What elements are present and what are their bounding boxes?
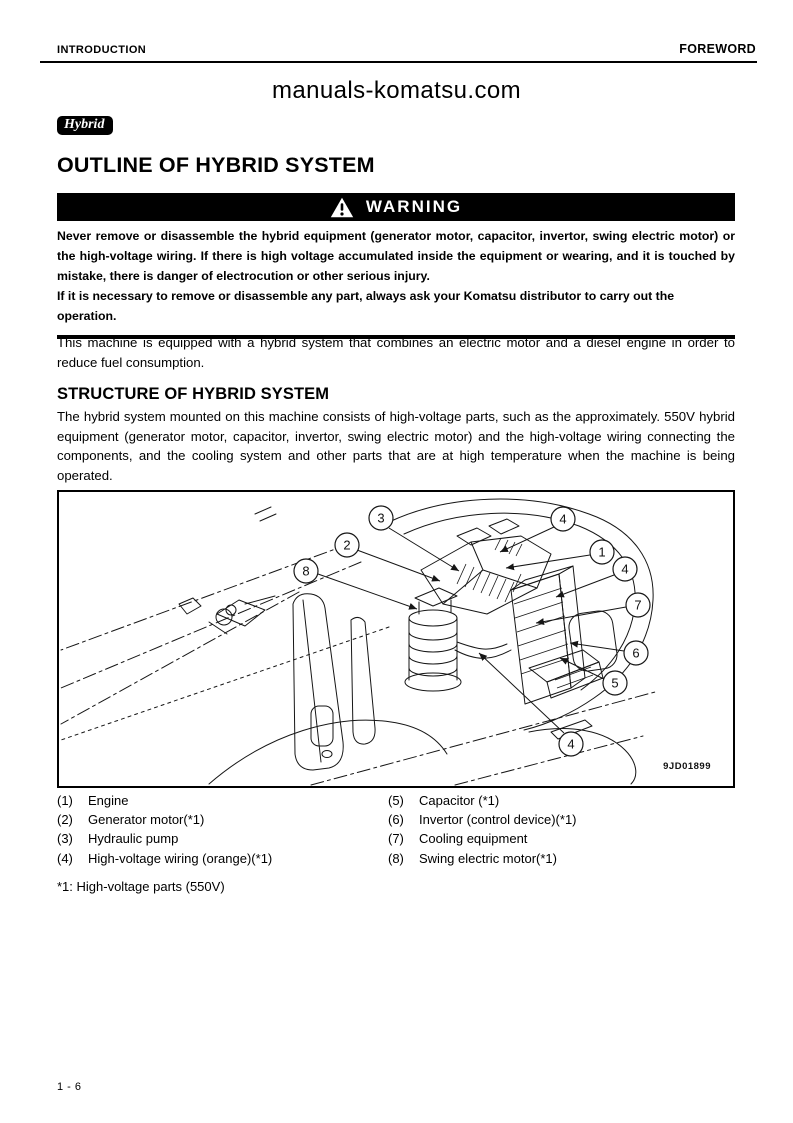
svg-text:1: 1 bbox=[598, 544, 606, 560]
legend-num: (7) bbox=[388, 831, 404, 847]
hybrid-badge: Hybrid bbox=[57, 116, 113, 135]
warning-paragraph-1: Never remove or disassemble the hybrid equipment (generator motor, capacitor, invertor, swing electric motor) or the high-voltage wiring. If there is high voltage accumulated inside the equipment or wearing, and it is touched by mistake, there is danger of electrocution or other serious injury. bbox=[57, 229, 735, 283]
warning-triangle-icon bbox=[330, 197, 354, 218]
swing-motor bbox=[405, 588, 511, 691]
legend-num: (6) bbox=[388, 812, 404, 828]
callout-4-right bbox=[613, 557, 637, 581]
hybrid-structure-diagram bbox=[59, 492, 733, 786]
cooling-capacitor-box bbox=[511, 566, 585, 704]
warning-title-bar bbox=[57, 193, 735, 221]
warning-paragraph-2: If it is necessary to remove or disassemble any part, always ask your Komatsu distributor to carry out the operation. bbox=[57, 289, 675, 323]
legend-label: Capacitor (*1) bbox=[419, 793, 500, 808]
page-title: OUTLINE OF HYBRID SYSTEM bbox=[57, 153, 375, 177]
cab-outline bbox=[293, 594, 375, 770]
section-body: The hybrid system mounted on this machine consists of high-voltage parts, such as the approximately. 550V hybrid equipment (generator motor, capacitor, invertor, swing electric motor) and the high-voltage wiring connecting the components, and the cooling system and other parts that are at high temperature when the machine is being operated. bbox=[57, 409, 735, 483]
legend-item-5 bbox=[388, 791, 735, 810]
legend-label: Hydraulic pump bbox=[88, 831, 179, 847]
warning-label: WARNING bbox=[365, 197, 463, 216]
legend-item-1 bbox=[57, 791, 387, 810]
site-title: manuals-komatsu.com bbox=[271, 77, 522, 104]
page-number: 1 - 6 bbox=[57, 1081, 82, 1093]
legend-item-7 bbox=[388, 829, 735, 848]
legend-label: Cooling equipment bbox=[419, 831, 528, 847]
legend-label: Swing electric motor(*1) bbox=[419, 850, 557, 866]
callout-7 bbox=[626, 593, 650, 617]
legend-right-column bbox=[388, 791, 735, 868]
legend-item-6 bbox=[388, 810, 735, 829]
legend-num: (3) bbox=[57, 831, 73, 847]
legend-label: Generator motor(*1) bbox=[88, 812, 205, 828]
legend-label: Engine bbox=[88, 793, 129, 808]
legend-label: High-voltage wiring (orange)(*1) bbox=[88, 850, 273, 866]
legend-item-2 bbox=[57, 810, 387, 829]
legend-item-4 bbox=[57, 849, 387, 868]
callout-3 bbox=[369, 506, 393, 530]
callout-1 bbox=[590, 540, 614, 564]
legend-item-8 bbox=[388, 849, 735, 868]
svg-text:2: 2 bbox=[343, 537, 351, 553]
callout-5 bbox=[603, 671, 627, 695]
header-right-label: FOREWORD bbox=[679, 42, 756, 56]
warning-block bbox=[57, 193, 735, 339]
boom-foot-bracket bbox=[179, 596, 275, 634]
legend-label: Invertor (control device)(*1) bbox=[419, 812, 577, 828]
legend-num: (8) bbox=[388, 850, 404, 866]
legend-num: (1) bbox=[57, 793, 73, 808]
svg-text:5: 5 bbox=[611, 675, 619, 691]
hybrid-structure-figure bbox=[57, 490, 735, 788]
section-title: STRUCTURE OF HYBRID SYSTEM bbox=[57, 385, 330, 403]
figure-code: 9JD01899 bbox=[663, 761, 711, 772]
legend-left-column bbox=[57, 791, 387, 868]
machine-body-outline bbox=[209, 499, 655, 785]
legend-item-3 bbox=[57, 829, 387, 848]
svg-text:3: 3 bbox=[377, 510, 385, 526]
intro-paragraph: This machine is equipped with a hybrid system that combines an electric motor and a diesel engine in order to reduce fuel consumption. bbox=[57, 335, 735, 370]
callout-6 bbox=[624, 641, 648, 665]
callout-4-bottom bbox=[559, 732, 583, 756]
svg-text:4: 4 bbox=[559, 511, 567, 527]
footnote: *1: High-voltage parts (550V) bbox=[57, 879, 225, 894]
legend-num: (2) bbox=[57, 812, 73, 828]
svg-text:6: 6 bbox=[632, 645, 640, 661]
svg-text:4: 4 bbox=[621, 561, 629, 577]
invertor-unit bbox=[529, 650, 603, 698]
svg-text:7: 7 bbox=[634, 597, 642, 613]
engine-cluster bbox=[421, 519, 551, 614]
legend-num: (4) bbox=[57, 850, 73, 866]
callout-2 bbox=[335, 533, 359, 557]
header-left-label: INTRODUCTION bbox=[57, 44, 147, 56]
svg-text:8: 8 bbox=[302, 563, 310, 579]
header-rule bbox=[40, 61, 757, 63]
svg-text:4: 4 bbox=[567, 736, 575, 752]
callout-8 bbox=[294, 559, 318, 583]
legend-num: (5) bbox=[388, 793, 404, 808]
callout-4-top bbox=[551, 507, 575, 531]
